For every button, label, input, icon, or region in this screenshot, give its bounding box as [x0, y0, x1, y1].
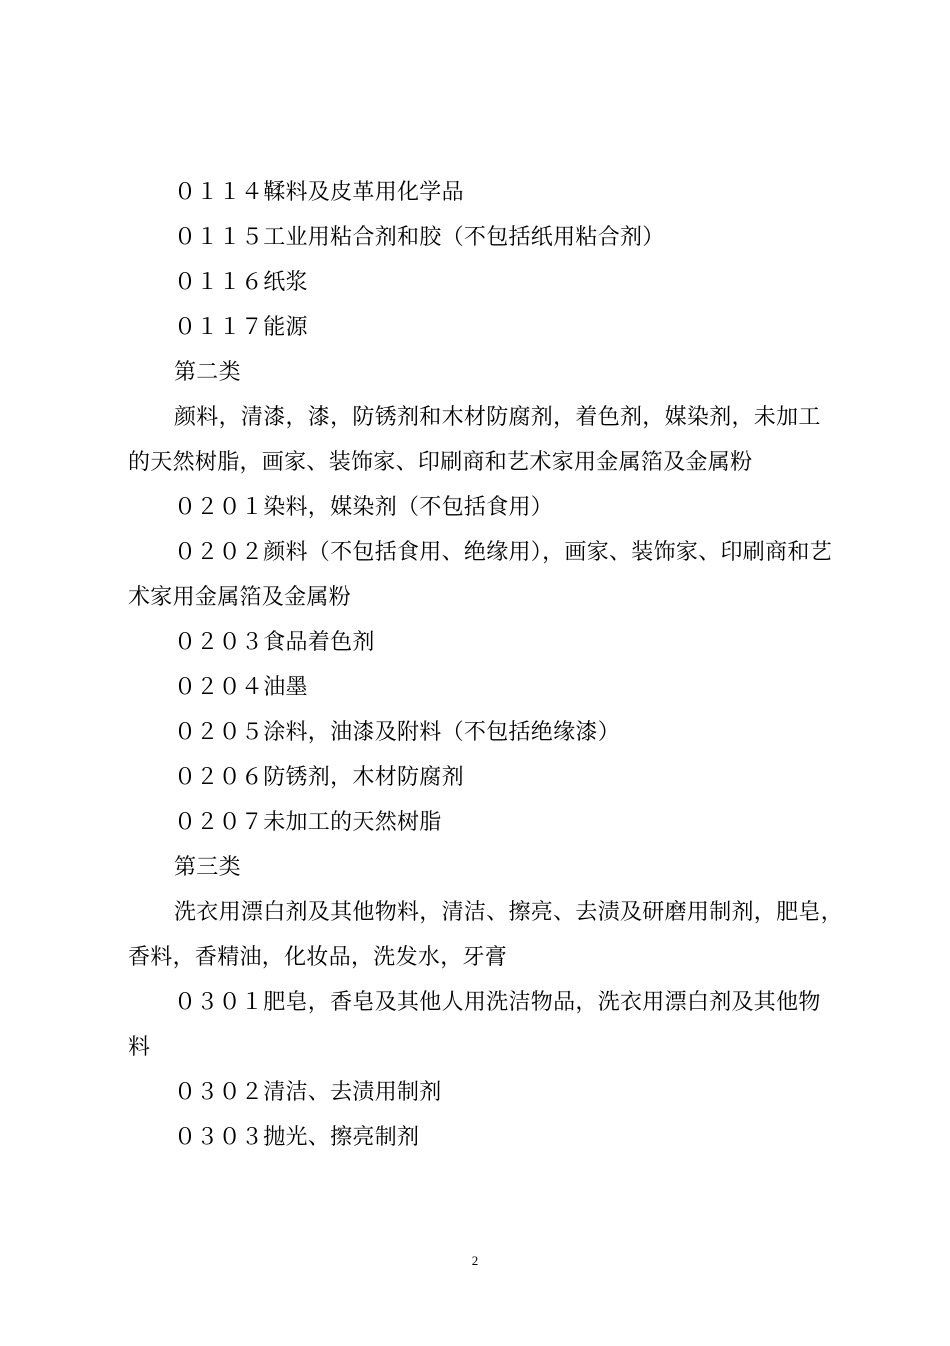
list-item-0301-line-2: 料	[128, 1035, 151, 1060]
document-body	[128, 170, 844, 1160]
section-heading-class-3: 第三类	[174, 855, 241, 880]
class-3-description-line-2: 香料，香精油，化妆品，洗发水，牙膏	[128, 945, 508, 970]
list-item-0205: ０２０５涂料，油漆及附料（不包括绝缘漆）	[174, 720, 621, 745]
list-item-0206: ０２０６防锈剂，木材防腐剂	[174, 765, 464, 790]
list-item-0301-line-1: ０３０１肥皂，香皂及其他人用洗洁物品，洗衣用漂白剂及其他物	[174, 990, 821, 1015]
list-item-0117: ０１１７能源	[174, 315, 308, 340]
list-item-0204: ０２０４油墨	[174, 675, 308, 700]
list-item-0302: ０３０２清洁、去渍用制剂	[174, 1080, 442, 1105]
list-item-0207: ０２０７未加工的天然树脂	[174, 810, 442, 835]
list-item-0114: ０１１４鞣料及皮革用化学品	[174, 180, 464, 205]
class-2-description-line-2: 的天然树脂，画家、装饰家、印刷商和艺术家用金属箔及金属粉	[128, 450, 753, 475]
class-2-description-line-1: 颜料，清漆，漆，防锈剂和木材防腐剂，着色剂，媒染剂，未加工	[174, 405, 821, 430]
list-item-0201: ０２０１染料，媒染剂（不包括食用）	[174, 495, 554, 520]
list-item-0115: ０１１５工业用粘合剂和胶（不包括纸用粘合剂）	[174, 225, 665, 250]
list-item-0303: ０３０３抛光、擦亮制剂	[174, 1125, 420, 1150]
list-item-0202-line-2: 术家用金属箔及金属粉	[128, 585, 352, 610]
section-heading-class-2: 第二类	[174, 360, 241, 385]
list-item-0116: ０１１６纸浆	[174, 270, 308, 295]
list-item-0202-line-1: ０２０２颜料（不包括食用、绝缘用），画家、装饰家、印刷商和艺	[174, 540, 833, 565]
list-item-0203: ０２０３食品着色剂	[174, 630, 375, 655]
class-3-description-line-1: 洗衣用漂白剂及其他物料，清洁、擦亮、去渍及研磨用制剂，肥皂，	[174, 900, 844, 925]
page-number: 2	[471, 1253, 479, 1268]
